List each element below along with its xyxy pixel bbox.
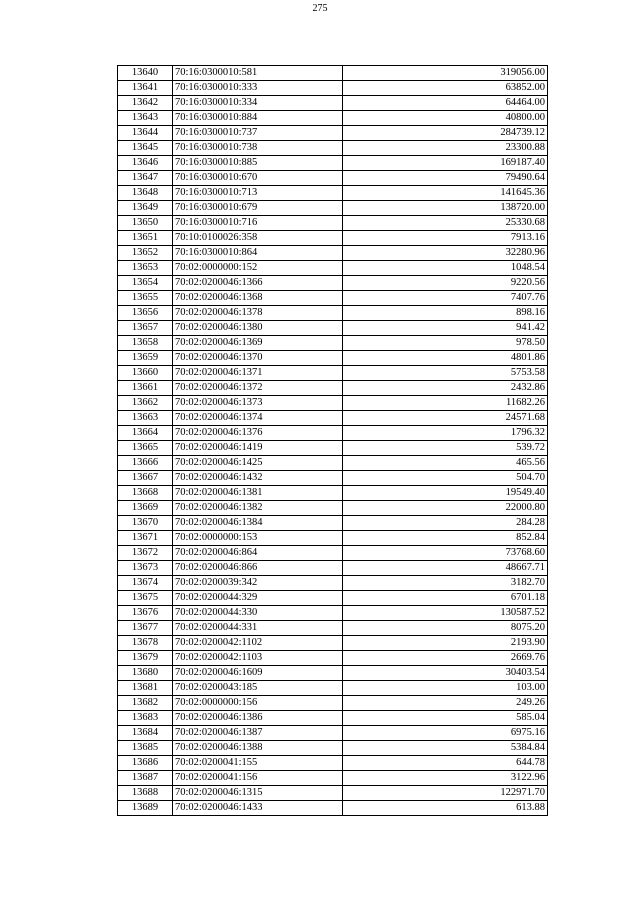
value-cell: 3182.70 <box>343 576 548 591</box>
table-row <box>118 606 548 621</box>
row-number-cell: 13686 <box>118 756 173 771</box>
row-number-cell: 13682 <box>118 696 173 711</box>
row-number-cell: 13656 <box>118 306 173 321</box>
table-row <box>118 516 548 531</box>
row-number-cell: 13684 <box>118 726 173 741</box>
row-number-cell: 13655 <box>118 291 173 306</box>
value-cell: 32280.96 <box>343 246 548 261</box>
value-cell: 585.04 <box>343 711 548 726</box>
table-row <box>118 426 548 441</box>
table-row <box>118 726 548 741</box>
row-number-cell: 13662 <box>118 396 173 411</box>
cadastral-number-cell: 70:10:0100026:358 <box>173 231 343 246</box>
value-cell: 64464.00 <box>343 96 548 111</box>
cadastral-number-cell: 70:02:0200043:185 <box>173 681 343 696</box>
row-number-cell: 13667 <box>118 471 173 486</box>
cadastral-number-cell: 70:02:0200044:329 <box>173 591 343 606</box>
cadastral-number-cell: 70:02:0200041:155 <box>173 756 343 771</box>
table-row <box>118 681 548 696</box>
row-number-cell: 13641 <box>118 81 173 96</box>
row-number-cell: 13666 <box>118 456 173 471</box>
cadastral-number-cell: 70:02:0200046:1370 <box>173 351 343 366</box>
table-row <box>118 141 548 156</box>
table-row <box>118 561 548 576</box>
row-number-cell: 13659 <box>118 351 173 366</box>
table-row <box>118 621 548 636</box>
table-row <box>118 786 548 801</box>
row-number-cell: 13673 <box>118 561 173 576</box>
table-row <box>118 246 548 261</box>
row-number-cell: 13676 <box>118 606 173 621</box>
value-cell: 941.42 <box>343 321 548 336</box>
row-number-cell: 13643 <box>118 111 173 126</box>
cadastral-number-cell: 70:02:0200039:342 <box>173 576 343 591</box>
cadastral-number-cell: 70:02:0200046:1366 <box>173 276 343 291</box>
value-cell: 644.78 <box>343 756 548 771</box>
table-row <box>118 576 548 591</box>
row-number-cell: 13668 <box>118 486 173 501</box>
table-row <box>118 111 548 126</box>
table-row <box>118 591 548 606</box>
value-cell: 24571.68 <box>343 411 548 426</box>
value-cell: 8075.20 <box>343 621 548 636</box>
row-number-cell: 13658 <box>118 336 173 351</box>
row-number-cell: 13664 <box>118 426 173 441</box>
cadastral-number-cell: 70:02:0200046:1381 <box>173 486 343 501</box>
row-number-cell: 13680 <box>118 666 173 681</box>
table-row <box>118 441 548 456</box>
table-row <box>118 756 548 771</box>
value-cell: 2669.76 <box>343 651 548 666</box>
row-number-cell: 13683 <box>118 711 173 726</box>
table-row <box>118 711 548 726</box>
row-number-cell: 13675 <box>118 591 173 606</box>
value-cell: 2193.90 <box>343 636 548 651</box>
cadastral-number-cell: 70:02:0200046:866 <box>173 561 343 576</box>
table-row <box>118 471 548 486</box>
row-number-cell: 13645 <box>118 141 173 156</box>
row-number-cell: 13648 <box>118 186 173 201</box>
row-number-cell: 13640 <box>118 66 173 81</box>
row-number-cell: 13671 <box>118 531 173 546</box>
row-number-cell: 13685 <box>118 741 173 756</box>
value-cell: 5384.84 <box>343 741 548 756</box>
cadastral-number-cell: 70:16:0300010:713 <box>173 186 343 201</box>
table-row <box>118 96 548 111</box>
table-row <box>118 126 548 141</box>
table-row <box>118 396 548 411</box>
cadastral-number-cell: 70:16:0300010:884 <box>173 111 343 126</box>
table-row <box>118 801 548 816</box>
value-cell: 23300.88 <box>343 141 548 156</box>
row-number-cell: 13663 <box>118 411 173 426</box>
cadastral-number-cell: 70:02:0200046:1419 <box>173 441 343 456</box>
value-cell: 2432.86 <box>343 381 548 396</box>
value-cell: 1048.54 <box>343 261 548 276</box>
cadastral-number-cell: 70:02:0200046:1371 <box>173 366 343 381</box>
row-number-cell: 13688 <box>118 786 173 801</box>
row-number-cell: 13689 <box>118 801 173 816</box>
cadastral-number-cell: 70:02:0200041:156 <box>173 771 343 786</box>
cadastral-number-cell: 70:02:0200046:1425 <box>173 456 343 471</box>
cadastral-number-cell: 70:16:0300010:333 <box>173 81 343 96</box>
cadastral-number-cell: 70:16:0300010:737 <box>173 126 343 141</box>
cadastral-number-cell: 70:02:0200044:330 <box>173 606 343 621</box>
table-row <box>118 66 548 81</box>
value-cell: 539.72 <box>343 441 548 456</box>
value-cell: 7407.76 <box>343 291 548 306</box>
row-number-cell: 13670 <box>118 516 173 531</box>
table-row <box>118 486 548 501</box>
cadastral-number-cell: 70:02:0200046:1368 <box>173 291 343 306</box>
cadastral-number-cell: 70:02:0200046:1315 <box>173 786 343 801</box>
cadastral-number-cell: 70:16:0300010:670 <box>173 171 343 186</box>
value-cell: 169187.40 <box>343 156 548 171</box>
row-number-cell: 13647 <box>118 171 173 186</box>
row-number-cell: 13681 <box>118 681 173 696</box>
row-number-cell: 13649 <box>118 201 173 216</box>
value-cell: 978.50 <box>343 336 548 351</box>
table-row <box>118 546 548 561</box>
value-cell: 1796.32 <box>343 426 548 441</box>
table-row <box>118 81 548 96</box>
cadastral-number-cell: 70:02:0200046:1369 <box>173 336 343 351</box>
row-number-cell: 13657 <box>118 321 173 336</box>
value-cell: 9220.56 <box>343 276 548 291</box>
table-row <box>118 186 548 201</box>
value-cell: 25330.68 <box>343 216 548 231</box>
table-row <box>118 171 548 186</box>
value-cell: 249.26 <box>343 696 548 711</box>
value-cell: 6701.18 <box>343 591 548 606</box>
cadastral-number-cell: 70:02:0200046:1387 <box>173 726 343 741</box>
table-row <box>118 636 548 651</box>
value-cell: 79490.64 <box>343 171 548 186</box>
cadastral-number-cell: 70:16:0300010:864 <box>173 246 343 261</box>
cadastral-number-cell: 70:02:0200046:864 <box>173 546 343 561</box>
value-cell: 852.84 <box>343 531 548 546</box>
table-row <box>118 351 548 366</box>
table-row <box>118 321 548 336</box>
value-cell: 898.16 <box>343 306 548 321</box>
table-row <box>118 381 548 396</box>
value-cell: 73768.60 <box>343 546 548 561</box>
value-cell: 22000.80 <box>343 501 548 516</box>
row-number-cell: 13653 <box>118 261 173 276</box>
row-number-cell: 13665 <box>118 441 173 456</box>
row-number-cell: 13678 <box>118 636 173 651</box>
table-body <box>118 66 548 816</box>
table-row <box>118 201 548 216</box>
cadastral-number-cell: 70:02:0000000:153 <box>173 531 343 546</box>
row-number-cell: 13669 <box>118 501 173 516</box>
cadastral-number-cell: 70:02:0200046:1376 <box>173 426 343 441</box>
row-number-cell: 13644 <box>118 126 173 141</box>
cadastral-number-cell: 70:16:0300010:679 <box>173 201 343 216</box>
cadastral-number-cell: 70:02:0200046:1378 <box>173 306 343 321</box>
table-row <box>118 456 548 471</box>
value-cell: 141645.36 <box>343 186 548 201</box>
value-cell: 48667.71 <box>343 561 548 576</box>
row-number-cell: 13679 <box>118 651 173 666</box>
value-cell: 63852.00 <box>343 81 548 96</box>
cadastral-number-cell: 70:02:0000000:152 <box>173 261 343 276</box>
cadastral-number-cell: 70:02:0200046:1380 <box>173 321 343 336</box>
cadastral-number-cell: 70:02:0200046:1388 <box>173 741 343 756</box>
data-table <box>117 65 548 816</box>
cadastral-number-cell: 70:02:0200042:1102 <box>173 636 343 651</box>
cadastral-number-cell: 70:02:0200046:1382 <box>173 501 343 516</box>
cadastral-number-cell: 70:02:0200042:1103 <box>173 651 343 666</box>
cadastral-number-cell: 70:02:0000000:156 <box>173 696 343 711</box>
table-row <box>118 156 548 171</box>
cadastral-number-cell: 70:02:0200046:1372 <box>173 381 343 396</box>
cadastral-number-cell: 70:02:0200046:1386 <box>173 711 343 726</box>
value-cell: 11682.26 <box>343 396 548 411</box>
value-cell: 130587.52 <box>343 606 548 621</box>
table-row <box>118 231 548 246</box>
table-row <box>118 696 548 711</box>
value-cell: 3122.96 <box>343 771 548 786</box>
value-cell: 613.88 <box>343 801 548 816</box>
table-row <box>118 216 548 231</box>
row-number-cell: 13651 <box>118 231 173 246</box>
table-row <box>118 276 548 291</box>
value-cell: 465.56 <box>343 456 548 471</box>
row-number-cell: 13650 <box>118 216 173 231</box>
row-number-cell: 13661 <box>118 381 173 396</box>
table-row <box>118 261 548 276</box>
value-cell: 319056.00 <box>343 66 548 81</box>
table-row <box>118 651 548 666</box>
row-number-cell: 13687 <box>118 771 173 786</box>
cadastral-number-cell: 70:16:0300010:334 <box>173 96 343 111</box>
cadastral-number-cell: 70:02:0200046:1609 <box>173 666 343 681</box>
table-row <box>118 366 548 381</box>
table-row <box>118 291 548 306</box>
value-cell: 138720.00 <box>343 201 548 216</box>
value-cell: 122971.70 <box>343 786 548 801</box>
value-cell: 504.70 <box>343 471 548 486</box>
value-cell: 103.00 <box>343 681 548 696</box>
value-cell: 284.28 <box>343 516 548 531</box>
cadastral-number-cell: 70:16:0300010:581 <box>173 66 343 81</box>
table-row <box>118 666 548 681</box>
table-row <box>118 741 548 756</box>
cadastral-number-cell: 70:02:0200046:1433 <box>173 801 343 816</box>
cadastral-number-cell: 70:16:0300010:885 <box>173 156 343 171</box>
cadastral-number-cell: 70:16:0300010:738 <box>173 141 343 156</box>
value-cell: 6975.16 <box>343 726 548 741</box>
table-row <box>118 501 548 516</box>
cadastral-number-cell: 70:16:0300010:716 <box>173 216 343 231</box>
table-row <box>118 771 548 786</box>
table-row <box>118 336 548 351</box>
cadastral-number-cell: 70:02:0200046:1374 <box>173 411 343 426</box>
value-cell: 30403.54 <box>343 666 548 681</box>
value-cell: 7913.16 <box>343 231 548 246</box>
cadastral-number-cell: 70:02:0200044:331 <box>173 621 343 636</box>
value-cell: 19549.40 <box>343 486 548 501</box>
row-number-cell: 13652 <box>118 246 173 261</box>
table-row <box>118 411 548 426</box>
cadastral-number-cell: 70:02:0200046:1384 <box>173 516 343 531</box>
row-number-cell: 13654 <box>118 276 173 291</box>
row-number-cell: 13672 <box>118 546 173 561</box>
row-number-cell: 13677 <box>118 621 173 636</box>
table-row <box>118 531 548 546</box>
row-number-cell: 13674 <box>118 576 173 591</box>
value-cell: 4801.86 <box>343 351 548 366</box>
cadastral-number-cell: 70:02:0200046:1373 <box>173 396 343 411</box>
value-cell: 284739.12 <box>343 126 548 141</box>
cadastral-number-cell: 70:02:0200046:1432 <box>173 471 343 486</box>
table-row <box>118 306 548 321</box>
row-number-cell: 13642 <box>118 96 173 111</box>
value-cell: 5753.58 <box>343 366 548 381</box>
page-number: 275 <box>312 3 328 14</box>
value-cell: 40800.00 <box>343 111 548 126</box>
row-number-cell: 13660 <box>118 366 173 381</box>
row-number-cell: 13646 <box>118 156 173 171</box>
